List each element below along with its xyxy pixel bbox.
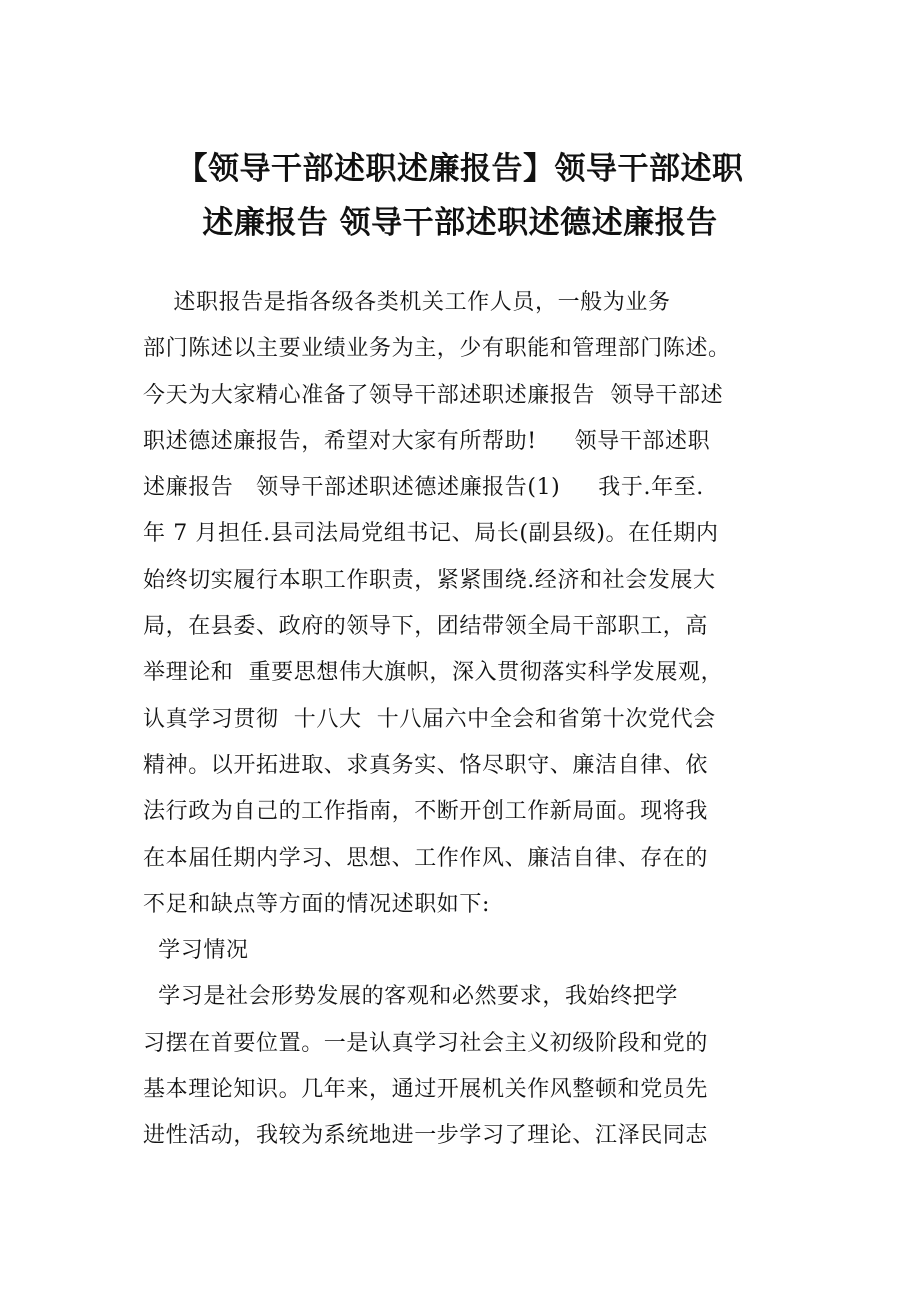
body-line: 职述德述廉报告，希望对大家有所帮助! 领导干部述职: [143, 428, 711, 454]
body-line: 精神。以开拓进取、求真务实、恪尽职守、廉洁自律、依: [143, 752, 709, 778]
body-line: 基本理论知识。几年来，通过开展机关作风整顿和党员先: [143, 1077, 709, 1103]
body-line: 学习是社会形势发展的客观和必然要求，我始终把学: [143, 984, 678, 1010]
document-title: [140, 142, 780, 250]
section-heading: 学习情况: [143, 938, 249, 964]
body-line: 年 7 月担任.县司法局党组书记、局长(副县级)。在任期内: [143, 521, 719, 547]
body-line: 举理论和 重要思想伟大旗帜，深入贯彻落实科学发展观，: [143, 660, 724, 686]
document-body: [143, 280, 788, 1160]
title-line: 述廉报告 领导干部述职述德述廉报告: [202, 205, 718, 241]
body-line: 不足和缺点等方面的情况述职如下:: [143, 891, 491, 917]
body-line: 局，在县委、政府的领导下，团结带领全局干部职工，高: [143, 614, 709, 640]
body-line: 今天为大家精心准备了领导干部述职述廉报告 领导干部述: [143, 382, 724, 408]
body-line: 进性活动，我较为系统地进一步学习了理论、江泽民同志: [143, 1123, 709, 1149]
body-line: 述廉报告 领导干部述职述德述廉报告(1) 我于.年至.: [143, 475, 704, 501]
body-line: 部门陈述以主要业绩业务为主，少有职能和管理部门陈述。: [143, 336, 731, 362]
body-line: 法行政为自己的工作指南，不断开创工作新局面。现将我: [143, 799, 709, 825]
body-line: 认真学习贯彻 十八大 十八届六中全会和省第十次党代会: [143, 706, 716, 732]
body-line: 始终切实履行本职工作职责，紧紧围绕.经济和社会发展大: [143, 567, 716, 593]
body-line: 习摆在首要位置。一是认真学习社会主义初级阶段和党的: [143, 1030, 709, 1056]
body-line: 述职报告是指各级各类机关工作人员，一般为业务: [143, 290, 671, 315]
title-line: 【领导干部述职述廉报告】领导干部述职: [176, 151, 744, 187]
body-line: 在本届任期内学习、思想、工作作风、廉洁自律、存在的: [143, 845, 709, 871]
